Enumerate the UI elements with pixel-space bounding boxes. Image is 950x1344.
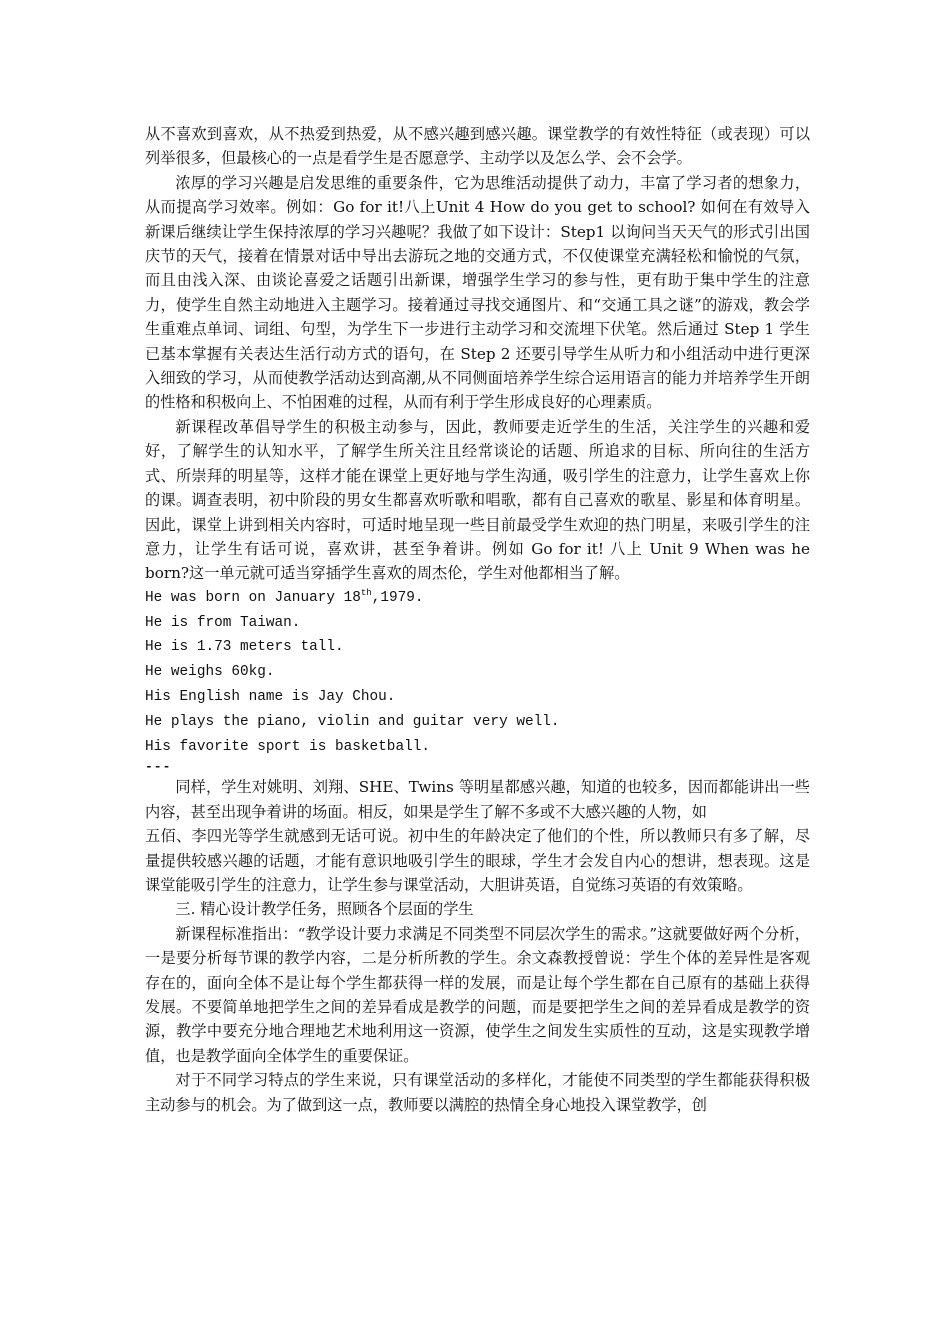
paragraph-standards: 新课程标准指出：“教学设计要力求满足不同类型不同层次学生的需求。”这就要做好两个分析，一是要分析每节课的教学内容，二是分析所教的学生。余文森教授曾说：学生个体的差异性是客观存在的，面向全体不是让每个学生都获得一样的发展，而是让每个学生都在自己原有的基础上获得发展。不要简单地把学生之间的差异看成是教学的问题，而是要把学生之间的差异看成是教学的资源，教学中要充分地合理地艺术地利用这一资源，使学生之间发生实质性的互动，这是实现教学增值，也是教学面向全体学生的重要保证。	[145, 924, 810, 1065]
paragraph-stars-continued: 五佰、李四光等学生就感到无话可说。初中生的年龄决定了他们的个性，所以教师只有多了解，尽量提供较感兴趣的话题，才能有意识地吸引学生的眼球，学生才会发自内心的想讲，想表现。这是课堂能吸引学生的注意力，让学生参与课堂活动，大胆讲英语，自觉练习英语的有效策略。	[145, 827, 810, 894]
example-line-5: His English name is Jay Chou.	[145, 688, 396, 705]
example-line-7: His favorite sport is basketball.	[145, 738, 430, 755]
document-page	[145, 122, 810, 1117]
paragraph-interest: 浓厚的学习兴趣是启发思维的重要条件，它为思维活动提供了动力，丰富了学习者的想象力，从而提高学习效率。例如：Go for it!八上Unit 4 How do you get to school? 如何在有效导入新课后继续让学生保持浓厚的学习兴趣呢？我做了如下设计：Step1 以询问当天天气的形式引出国庆节的天气，接着在情景对话中导出去游玩之地的交通方式，不仅使课堂充满轻松和愉悦的气氛，而且由浅入深、由谈论喜爱之话题引出新课，增强学生学习的参与性，更有助于集中学生的注意力，使学生自然主动地进入主题学习。接着通过寻找交通图片、和“交通工具之谜”的游戏，教会学生重难点单词、词组、句型，为学生下一步进行主动学习和交流埋下伏笔。然后通过 Step 1 学生已基本掌握有关表达生活行动方式的语句，在 Step 2 还要引导学生从听力和小组活动中进行更深入细致的学习，从而使教学活动达到高潮,从不同侧面培养学生综合运用语言的能力并培养学生开朗的性格和积极向上、不怕困难的过程，从而有利于学生形成良好的心理素质。	[145, 173, 810, 412]
example-line-3: He is 1.73 meters tall.	[145, 639, 344, 656]
example-line-4: He weighs 60kg.	[145, 664, 275, 681]
example-sentences	[145, 586, 810, 776]
example-line-2: He is from Taiwan.	[145, 614, 301, 631]
paragraph-activities: 对于不同学习特点的学生来说，只有课堂活动的多样化，才能使不同类型的学生都能获得积极主动参与的机会。为了做到这一点，教师要以满腔的热情全身心地投入课堂教学，创	[145, 1071, 810, 1114]
paragraph-intro: 从不喜欢到喜欢，从不热爱到热爱，从不感兴趣到感兴趣。课堂教学的有效性特征（或表现）可以列举很多，但最核心的一点是看学生是否愿意学、主动学以及怎么学、会不会学。	[145, 125, 810, 168]
paragraph-stars: 同样，学生对姚明、刘翔、SHE、Twins 等明星都感兴趣，知道的也较多，因而都能讲出一些内容，甚至出现争着讲的场面。相反，如果是学生了解不多或不大感兴趣的人物，如	[145, 778, 810, 821]
separator: ---	[145, 759, 172, 775]
section-heading-3: 三. 精心设计教学任务，照顾各个层面的学生	[175, 900, 474, 919]
example-line-6: He plays the piano, violin and guitar very well.	[145, 713, 560, 730]
paragraph-curriculum: 新课程改革倡导学生的积极主动参与，因此，教师要走近学生的生活，关注学生的兴趣和爱好，了解学生的认知水平，了解学生所关注且经常谈论的话题、所追求的目标、所向往的生活方式、所崇拜的明星等，这样才能在课堂上更好地与学生沟通，吸引学生的注意力，让学生喜欢上你的课。调查表明，初中阶段的男女生都喜欢听歌和唱歌，都有自己喜欢的歌星、影星和体育明星。因此，课堂上讲到相关内容时，可适时地呈现一些目前最受学生欢迎的热门明星，来吸引学生的注意力，让学生有话可说，喜欢讲，甚至争着讲。例如 Go for it! 八上 Unit 9 When was he born?这一单元就可适当穿插学生喜欢的周杰伦，学生对他都相当了解。	[145, 417, 810, 583]
example-line-1: He was born on January 18th,1979.	[145, 587, 424, 606]
